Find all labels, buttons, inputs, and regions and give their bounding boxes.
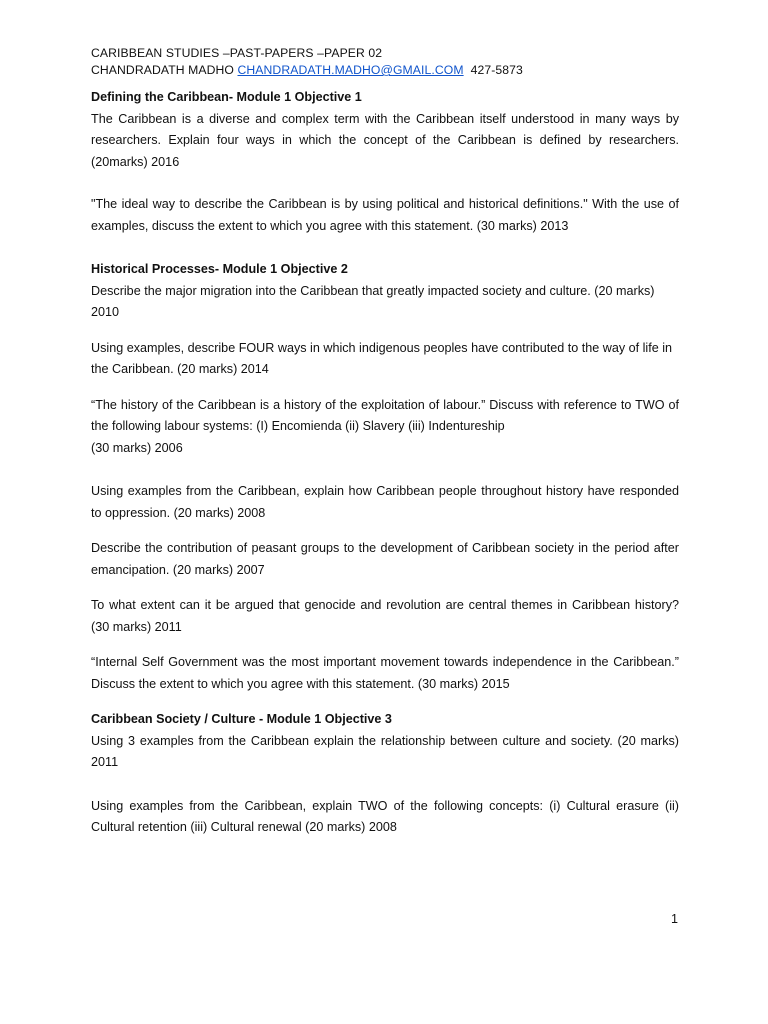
section-heading-defining: Defining the Caribbean- Module 1 Objective 1: [91, 90, 362, 104]
question-text: “Internal Self Government was the most important movement towards independence in the Caribbean.” Discuss the extent to which you agree with this statement. (30 marks) 2015: [91, 655, 679, 691]
section-heading-society-culture: Caribbean Society / Culture - Module 1 Objective 3: [91, 712, 392, 726]
page-number: 1: [671, 912, 679, 926]
question-text: Using 3 examples from the Caribbean explain the relationship between culture and society. (20 marks) 2011: [91, 733, 679, 769]
section-heading-historical: Historical Processes- Module 1 Objective 2: [91, 262, 348, 276]
question-marks-line: (30 marks) 2006: [91, 440, 183, 455]
question-text: Using examples from the Caribbean, explain how Caribbean people throughout history have responded to oppression. (20 marks) 2008: [91, 484, 679, 520]
document-page: [91, 45, 679, 839]
header-email-link[interactable]: CHANDRADATH.MADHO@GMAIL.COM: [237, 63, 464, 77]
question-text: Describe the contribution of peasant groups to the development of Caribbean society in the period after emancipation. (20 marks) 2007: [91, 541, 679, 577]
question-text: To what extent can it be argued that genocide and revolution are central themes in Caribbean history? (30 marks) 2011: [91, 598, 679, 634]
question-text: "The ideal way to describe the Caribbean is by using political and historical definitions." With the use of examples, discuss the extent to which you agree with this statement. (30 marks) 2013: [91, 197, 679, 233]
header-author: CHANDRADATH MADHO: [91, 63, 234, 77]
document-header: [91, 45, 679, 79]
question-text: Describe the major migration into the Caribbean that greatly impacted society and culture. (20 marks) 2010: [91, 283, 655, 319]
question-text: The Caribbean is a diverse and complex term with the Caribbean itself understood in many ways by researchers. Explain four ways in which the concept of the Caribbean is defined by researchers. (20marks) 2016: [91, 111, 679, 169]
header-title: CARIBBEAN STUDIES –PAST-PAPERS –PAPER 02: [91, 46, 383, 60]
question-text: Using examples from the Caribbean, explain TWO of the following concepts: (i) Cultural erasure (ii) Cultural retention (iii) Cultural renewal (20 marks) 2008: [91, 798, 679, 834]
header-phone: 427-5873: [470, 63, 523, 77]
header-contact-line: [91, 62, 679, 79]
question-text: Using examples, describe FOUR ways in which indigenous peoples have contributed to the way of life in the Caribbean. (20 marks) 2014: [91, 340, 673, 376]
question-text: “The history of the Caribbean is a history of the exploitation of labour.” Discuss with reference to TWO of the following labour systems: (I) Encomienda (ii) Slavery (iii) Indentureship: [91, 397, 679, 433]
